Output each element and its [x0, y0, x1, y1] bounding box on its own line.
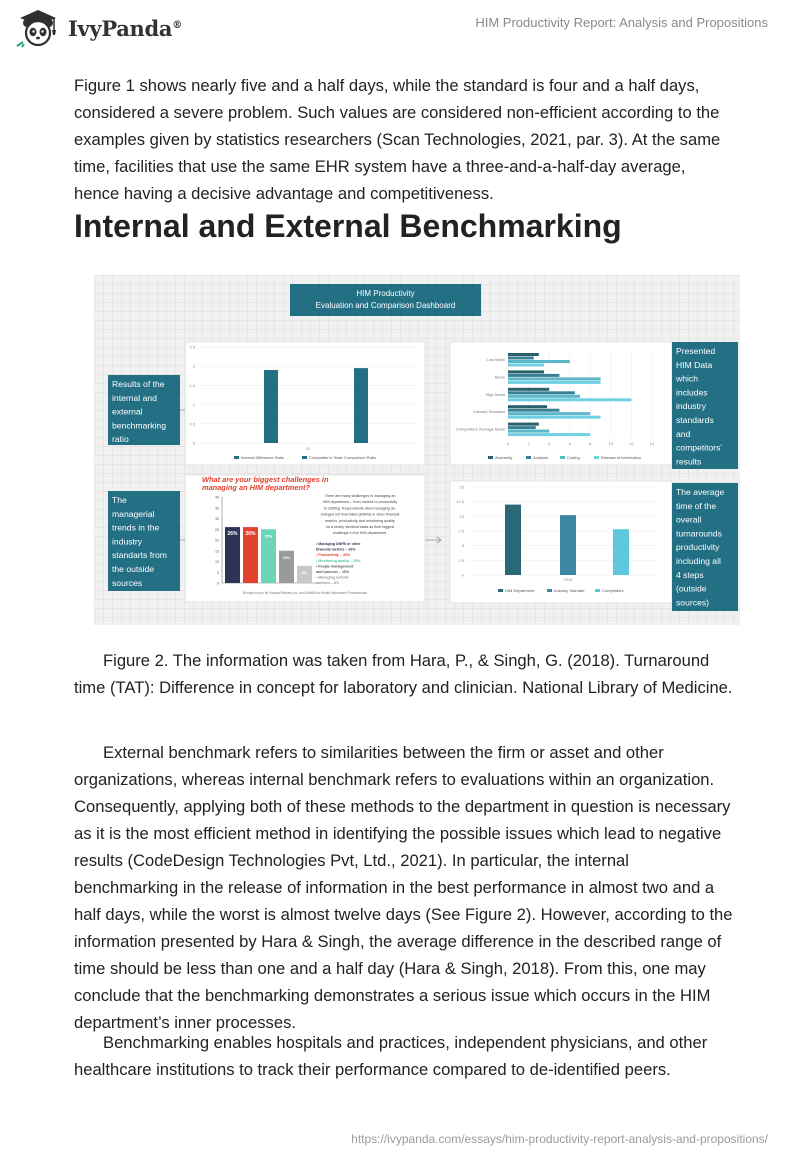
him-bar	[508, 433, 590, 436]
dashboard-graphic	[94, 275, 740, 625]
brand-logo[interactable]	[14, 8, 182, 48]
him-x-tick: 4	[548, 441, 551, 446]
him-bar	[508, 364, 544, 367]
him-data-label-line: which	[676, 373, 698, 384]
turnaround-y-tick: 12.5	[456, 499, 464, 505]
ratio-y-tick: 1.5	[189, 382, 195, 388]
him-category-label: High Mean	[485, 391, 505, 397]
survey-bar-label: 26%	[227, 531, 238, 538]
trends-label-line: The	[112, 495, 127, 505]
ratio-y-tick: 1	[192, 402, 195, 408]
ratio-bar	[354, 368, 368, 443]
average-time-label-line: productivity	[676, 542, 720, 553]
paragraph-figure1: Figure 1 shows nearly five and a half days, while the standard is four and a half days, considered a severe problem. Such values are considered non-efficient according to the examples given by statistics researchers (Scan Technologies, 2021, par. 3). At the same time, facilities that use the same EHR system have a three-and-a-half-day average, hence having a decisive advantage and competitiveness.	[74, 76, 721, 203]
him-legend-swatch	[594, 456, 599, 459]
him-data-label-line: industry	[676, 401, 707, 412]
him-bar	[508, 426, 536, 429]
him-bar	[508, 398, 631, 401]
him-bar	[508, 370, 544, 373]
ratio-legend-swatch	[234, 456, 239, 459]
survey-text-line: metrics, productivity and monitoring quality	[325, 518, 395, 523]
turnaround-bar	[560, 515, 576, 575]
him-data-label-line: results	[676, 456, 702, 467]
him-data-label-line: standards	[676, 415, 714, 425]
survey-item-line: • Productivity – 26%	[316, 553, 351, 558]
him-legend-label: Analysis	[533, 455, 548, 460]
him-bar	[508, 416, 601, 419]
page-header	[0, 0, 800, 48]
him-legend-swatch	[560, 456, 565, 459]
ratio-label-line: internal and	[112, 392, 157, 403]
him-bar	[508, 374, 559, 377]
him-category-label: Industry Standard	[473, 409, 505, 415]
survey-footer: Brought to you by Hospital Review, Inc. and AHIMA for Health Information Professionals	[243, 591, 367, 595]
turnaround-bar	[613, 529, 629, 575]
turnaround-y-tick: 15	[459, 484, 464, 490]
turnaround-x-tick: 2016	[563, 577, 573, 582]
turnaround-legend-label: HIM Department	[505, 588, 535, 593]
average-time-label-line: 4 steps	[676, 569, 704, 580]
ratio-legend-swatch	[302, 456, 307, 459]
him-x-tick: 8	[589, 441, 592, 446]
figure-dashboard	[94, 275, 740, 625]
survey-item-line: • People management	[316, 564, 354, 569]
ratio-x-tick: 10	[305, 446, 311, 451]
survey-y-tick: 20	[215, 538, 219, 543]
ratio-legend-label: Competitor's/ State Comparison Ratio	[309, 455, 377, 460]
turnaround-y-tick: 2.5	[458, 557, 464, 563]
survey-item-line: financial metrics – 26%	[316, 547, 356, 552]
him-legend-label: Assembly	[495, 455, 513, 460]
survey-item-line: • Managing DNFB or other	[316, 542, 361, 546]
him-category-label: Competitors' Average Mean	[455, 426, 505, 432]
him-bar	[508, 409, 559, 412]
average-time-label-line: turnarounds	[676, 528, 722, 539]
survey-text-line: to staffing. Respondents cited managing de-	[323, 506, 397, 511]
survey-bar-label: 26%	[245, 531, 256, 538]
figure-caption: Figure 2. The information was taken from Hara, P., & Singh, G. (2018). Turnaround time (TAT): Difference in concept for laboratory and clinician. National Library of Medicine.	[74, 651, 733, 697]
him-category-label: Mean	[494, 374, 505, 380]
survey-title-line2: managing an HIM department?	[202, 483, 310, 492]
turnaround-bar	[505, 505, 521, 575]
average-time-label-line: time of the	[676, 500, 717, 511]
trends-label-line: trends in the	[112, 522, 160, 533]
turnaround-legend-label: Industry Standart	[554, 588, 585, 593]
him-bar	[508, 353, 539, 356]
trends-label-line: sources	[112, 577, 143, 588]
ratio-y-tick: 2	[192, 363, 195, 369]
survey-y-tick: 15	[215, 549, 219, 554]
survey-text-line: on a nearly identical basis as their biggest	[325, 525, 395, 529]
section-heading: Internal and External Benchmarking	[74, 208, 622, 244]
turnaround-legend-swatch	[547, 589, 552, 592]
ratio-label-line: ratio	[112, 434, 129, 445]
average-time-label-line: The average	[676, 487, 725, 497]
him-data-label-line: Presented	[676, 346, 716, 356]
trends-label-line: standarts from	[112, 550, 167, 561]
him-bar	[508, 360, 570, 363]
average-time-label-line: overall	[676, 514, 702, 525]
survey-text-line: There are many challenges in managing an	[324, 494, 396, 498]
ratio-legend-label: Internal Difference Ratio	[241, 455, 285, 460]
survey-item-line: • Monitoring quality – 25%	[316, 558, 361, 563]
him-x-tick: 2	[527, 441, 530, 446]
him-legend-swatch	[488, 456, 493, 459]
survey-item-line: • Managing outside	[316, 575, 349, 580]
brand-name: IvyPanda®	[68, 15, 182, 41]
survey-y-tick: 40	[215, 495, 219, 500]
ratio-bar	[264, 370, 278, 443]
survey-title-line1: What are your biggest challenges in	[202, 475, 329, 484]
source-url[interactable]: https://ivypanda.com/essays/him-productivity-report-analysis-and-propositions/	[351, 1132, 768, 1146]
turnaround-legend-swatch	[595, 589, 600, 592]
turnaround-y-tick: 7.5	[458, 528, 464, 534]
turnaround-legend-label: Competitors	[602, 588, 624, 593]
survey-item-line: vendors – 8%	[316, 581, 340, 586]
him-data-label-line: competitors'	[676, 442, 723, 453]
paragraph-benchmarking: External benchmark refers to similarities between the firm or asset and other organizations, whereas internal benchmark refers to evaluations within an organization. Consequently, applying both of these methods to the department in question is necessary as it is the most efficient method in identifying the possible issues which lead to negative results (CodeDesign Technologies Pvt, Ltd., 2021). In particular, the internal benchmarking in the release of information in the best performance in almost two and a half days, while the worst is almost twelve days (See Figure 2). However, according to the information presented by Hara & Singh, the average difference in the described range of time should be less than one and a half day (Hara & Singh, 2018). From this, one may conclude that the benchmarking demonstrates a serious issue which occurs in the HIM department’s inner processes.	[74, 743, 733, 1032]
him-legend-label: Release of information	[601, 455, 642, 460]
survey-bar-label: 15%	[282, 555, 291, 560]
ratio-y-tick: 0	[192, 440, 195, 446]
him-x-tick: 14	[649, 441, 655, 446]
turnaround-y-tick: 5	[461, 543, 464, 549]
average-time-label-line: including all	[676, 556, 721, 566]
ratio-y-tick: 2.5	[189, 344, 195, 350]
ratio-label-line: external	[112, 406, 143, 417]
paragraph-peers: Benchmarking enables hospitals and practices, independent physicians, and other healthcare institutions to track their performance compared to de-identified peers.	[74, 1033, 708, 1079]
panda-icon	[14, 8, 62, 48]
him-bar	[508, 381, 601, 384]
survey-y-tick: 30	[215, 517, 219, 521]
him-legend-label: Coding	[567, 455, 580, 460]
him-bar	[508, 412, 590, 415]
ratio-y-tick: 0.5	[189, 421, 195, 427]
survey-y-tick: 25	[215, 527, 219, 532]
him-bar	[508, 377, 601, 380]
survey-bar-label: 8%	[301, 570, 308, 575]
him-bar	[508, 430, 549, 433]
him-legend-swatch	[526, 456, 531, 459]
trends-label-line: managerial	[112, 508, 155, 519]
turnaround-legend-swatch	[498, 589, 503, 592]
survey-y-tick: 35	[215, 506, 219, 511]
trends-label-line: industry	[112, 536, 143, 547]
survey-y-tick: 0	[217, 581, 219, 586]
him-x-tick: 6	[568, 441, 571, 446]
him-data-label-line: HIM Data	[676, 359, 713, 370]
survey-y-tick: 5	[217, 570, 219, 575]
ratio-label-line: Results of the	[112, 379, 165, 389]
him-x-tick: 0	[506, 441, 510, 446]
him-bar	[508, 391, 575, 394]
him-x-tick: 10	[608, 441, 614, 446]
survey-item-line: and turnover – 15%	[316, 570, 350, 574]
dashboard-title-line1: HIM Productivity	[356, 289, 415, 298]
ratio-label-line: benchmarking	[112, 420, 166, 431]
average-time-label-line: sources)	[676, 597, 709, 608]
average-time-label-line: (outside	[676, 583, 707, 594]
him-bar	[508, 388, 549, 391]
him-data-label-line: and	[676, 428, 691, 439]
him-x-tick: 12	[629, 441, 634, 446]
survey-bar-label: 25%	[264, 534, 273, 539]
survey-y-tick: 10	[215, 560, 219, 564]
him-bar	[508, 357, 534, 360]
dashboard-title-line2: Evaluation and Comparison Dashboard	[315, 301, 456, 310]
document-title: HIM Productivity Report: Analysis and Propositions	[475, 15, 768, 30]
trends-label-line: the outside	[112, 564, 155, 574]
him-bar	[508, 405, 547, 408]
survey-text-line: challenge in the HIM department.	[332, 531, 388, 536]
survey-text-line: HIM department – from metrics to productivity	[322, 500, 398, 505]
him-data-label-line: includes	[676, 387, 708, 398]
turnaround-y-tick: 0	[461, 572, 464, 578]
him-bar	[508, 423, 539, 426]
survey-text-line: charged not final billed (DNFB) or other financial	[320, 512, 400, 517]
him-bar	[508, 395, 580, 398]
him-category-label: Low Mean	[486, 357, 505, 362]
turnaround-y-tick: 10	[459, 513, 464, 519]
